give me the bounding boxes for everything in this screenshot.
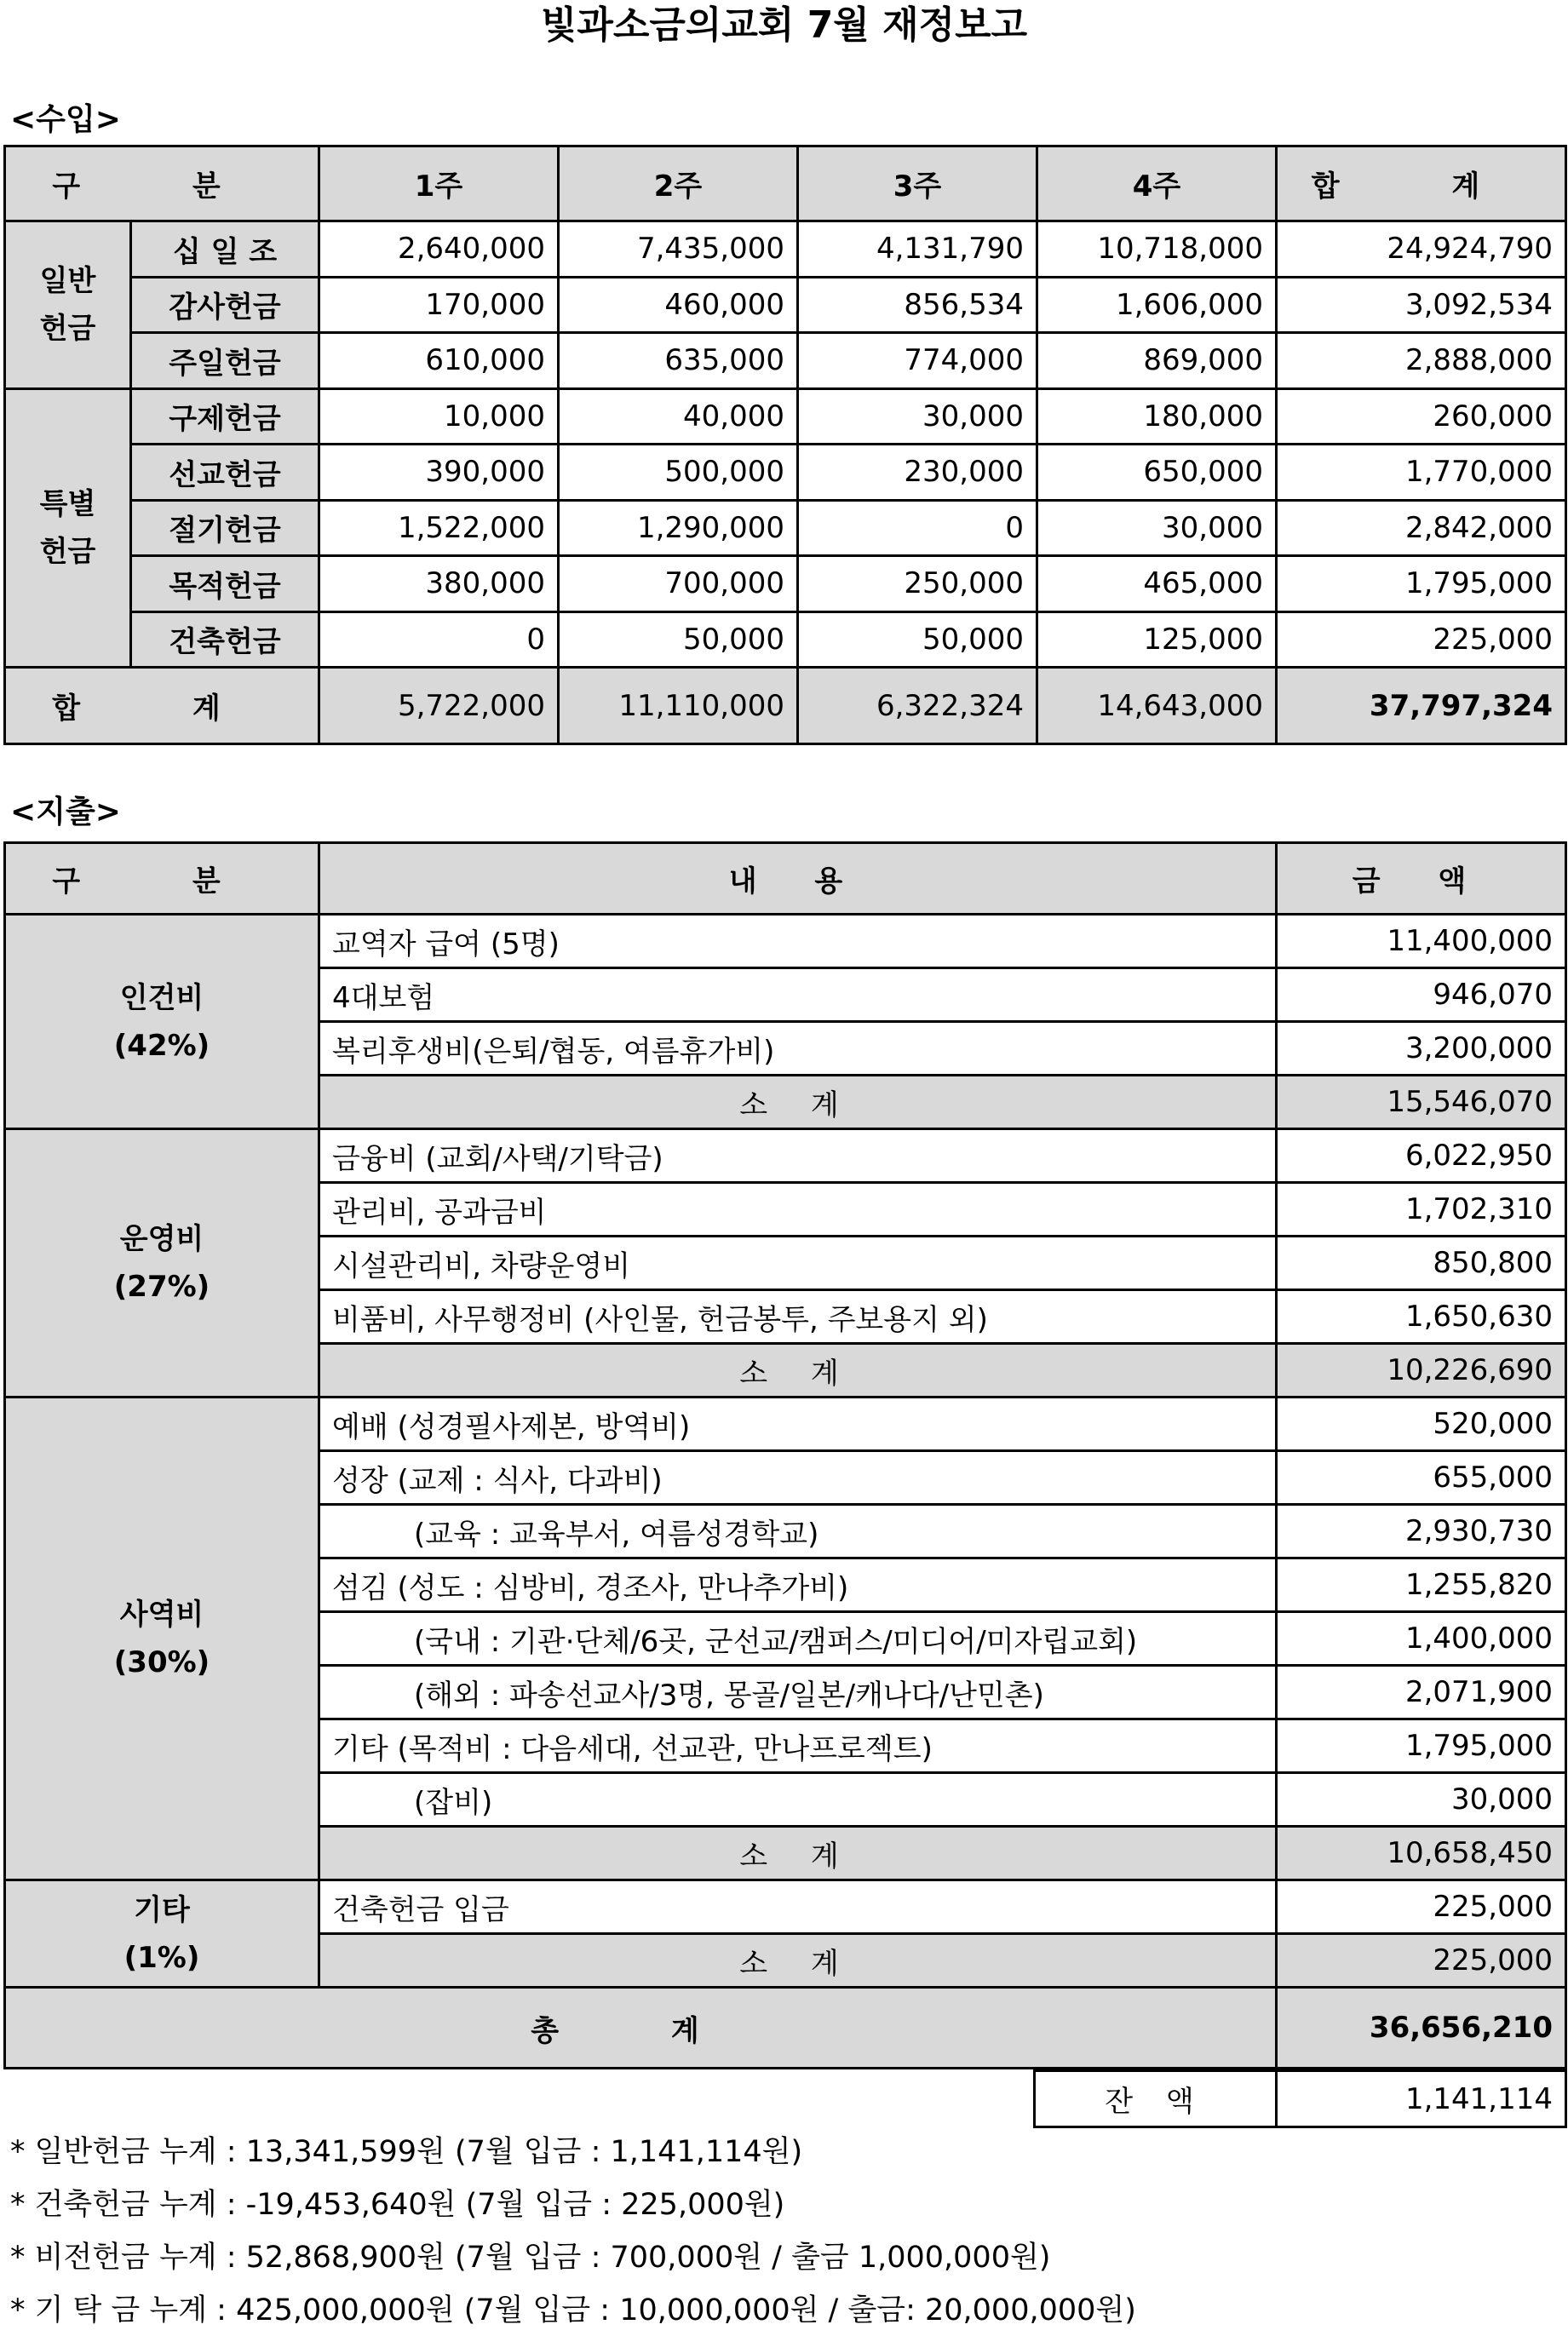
- income-header-week4: 4주: [1037, 146, 1277, 221]
- cell-value: 390,000: [319, 445, 559, 501]
- row-label: 절기헌금: [131, 500, 319, 556]
- expense-header-category: 구 분: [5, 843, 319, 915]
- cell-value: 869,000: [1037, 333, 1277, 389]
- cell-value: 170,000: [319, 277, 559, 333]
- cell-value: 774,000: [798, 333, 1037, 389]
- cell-value: 50,000: [798, 611, 1037, 668]
- table-row: [5, 500, 1566, 556]
- group-name: 사역비: [119, 1598, 204, 1632]
- table-row: [5, 1129, 1566, 1183]
- item-amount: 225,000: [1277, 1880, 1566, 1934]
- note-vision-offering: * 비전헌금 누계 : 52,868,900원 (7월 입금 : 700,000원 / 출금 1,000,000원): [10, 2241, 1051, 2275]
- income-group-general: 일반 헌금: [5, 221, 131, 389]
- income-header-total: 합 계: [1277, 146, 1566, 221]
- balance-table: [1033, 2069, 1567, 2128]
- item-amount: 1,795,000: [1277, 1719, 1566, 1773]
- income-header-week1: 1주: [319, 146, 559, 221]
- item-amount: 1,400,000: [1277, 1612, 1566, 1666]
- cell-value: 40,000: [559, 388, 798, 445]
- cell-value: 1,795,000: [1277, 556, 1566, 612]
- income-grand-total: 37,797,324: [1277, 668, 1566, 744]
- cell-value: 7,435,000: [559, 221, 798, 278]
- subtotal-amount: 15,546,070: [1277, 1076, 1566, 1129]
- row-label: 구제헌금: [131, 388, 319, 445]
- table-row: [5, 556, 1566, 612]
- cell-value: 260,000: [1277, 388, 1566, 445]
- cell-value: 10,718,000: [1037, 221, 1277, 278]
- income-header-week3: 3주: [798, 146, 1037, 221]
- expense-group-personnel: [5, 915, 319, 1129]
- note-general-offering: * 일반헌금 누계 : 13,341,599원 (7월 입금 : 1,141,114원): [10, 2135, 803, 2169]
- income-total-row: [5, 668, 1566, 744]
- cell-value: 1,606,000: [1037, 277, 1277, 333]
- item-amount: 1,255,820: [1277, 1558, 1566, 1612]
- group-percent: (42%): [113, 1028, 210, 1063]
- table-row: [5, 1880, 1566, 1934]
- item-amount: 11,400,000: [1277, 915, 1566, 968]
- item-amount: 1,650,630: [1277, 1290, 1566, 1344]
- subtotal-label: 소 계: [319, 1934, 1277, 1988]
- note-deposit: * 기 탁 금 누계 : 425,000,000원 (7월 입금 : 10,000,000원 / 출금: 20,000,000원): [10, 2293, 1136, 2327]
- item-desc: 건축헌금 입금: [319, 1880, 1277, 1934]
- cell-value: 610,000: [319, 333, 559, 389]
- cell-value: 380,000: [319, 556, 559, 612]
- expense-grand-total: 36,656,210: [1277, 1988, 1566, 2069]
- cell-value: 5,722,000: [319, 668, 559, 744]
- cell-value: 2,640,000: [319, 221, 559, 278]
- row-label: 건축헌금: [131, 611, 319, 668]
- expense-group-other: [5, 1880, 319, 1988]
- item-desc: 교역자 급여 (5명): [319, 915, 1277, 968]
- income-header-row: [5, 146, 1566, 221]
- cell-value: 50,000: [559, 611, 798, 668]
- page-title: 빛과소금의교회 7월 재정보고: [540, 3, 1028, 47]
- income-header-week2: 2주: [559, 146, 798, 221]
- cell-value: 1,770,000: [1277, 445, 1566, 501]
- row-label: 감사헌금: [131, 277, 319, 333]
- cell-value: 3,092,534: [1277, 277, 1566, 333]
- cell-value: 10,000: [319, 388, 559, 445]
- subtotal-label: 소 계: [319, 1827, 1277, 1880]
- table-row: [5, 1398, 1566, 1451]
- table-row: [5, 277, 1566, 333]
- item-desc: (잡비): [319, 1773, 1277, 1827]
- cell-value: 635,000: [559, 333, 798, 389]
- cell-value: 11,110,000: [559, 668, 798, 744]
- table-row: [5, 445, 1566, 501]
- income-table: [3, 145, 1567, 745]
- cell-value: 30,000: [798, 388, 1037, 445]
- income-group-special: 특별 헌금: [5, 388, 131, 668]
- item-desc: 비품비, 사무행정비 (사인물, 헌금봉투, 주보용지 외): [319, 1290, 1277, 1344]
- item-desc: 복리후생비(은퇴/협동, 여름휴가비): [319, 1022, 1277, 1076]
- item-amount: 520,000: [1277, 1398, 1566, 1451]
- group-name: 운영비: [119, 1222, 204, 1256]
- balance-row: [1035, 2071, 1566, 2127]
- table-row: [5, 388, 1566, 445]
- item-amount: 2,071,900: [1277, 1666, 1566, 1719]
- cell-value: 225,000: [1277, 611, 1566, 668]
- subtotal-amount: 225,000: [1277, 1934, 1566, 1988]
- cell-value: 2,888,000: [1277, 333, 1566, 389]
- expense-section-label: <지출>: [10, 795, 121, 829]
- cell-value: 2,842,000: [1277, 500, 1566, 556]
- item-desc: (교육 : 교육부서, 여름성경학교): [319, 1505, 1277, 1558]
- cell-value: 0: [798, 500, 1037, 556]
- group-percent: (30%): [113, 1645, 210, 1679]
- item-desc: 성장 (교제 : 식사, 다과비): [319, 1451, 1277, 1505]
- item-amount: 946,070: [1277, 968, 1566, 1022]
- cell-value: 24,924,790: [1277, 221, 1566, 278]
- table-row: [5, 611, 1566, 668]
- subtotal-label: 소 계: [319, 1076, 1277, 1129]
- expense-group-ministry: [5, 1398, 319, 1880]
- income-header-category: 구 분: [5, 146, 319, 221]
- row-label: 십 일 조: [131, 221, 319, 278]
- subtotal-label: 소 계: [319, 1344, 1277, 1398]
- expense-header-content: 내 용: [319, 843, 1277, 915]
- item-desc: 섬김 (성도 : 심방비, 경조사, 만나추가비): [319, 1558, 1277, 1612]
- item-amount: 6,022,950: [1277, 1129, 1566, 1183]
- item-desc: 관리비, 공과금비: [319, 1183, 1277, 1237]
- cell-value: 465,000: [1037, 556, 1277, 612]
- cell-value: 650,000: [1037, 445, 1277, 501]
- cell-value: 4,131,790: [798, 221, 1037, 278]
- row-label: 주일헌금: [131, 333, 319, 389]
- table-row: [5, 915, 1566, 968]
- subtotal-amount: 10,226,690: [1277, 1344, 1566, 1398]
- item-amount: 850,800: [1277, 1237, 1566, 1290]
- group-percent: (27%): [113, 1270, 210, 1304]
- item-amount: 1,702,310: [1277, 1183, 1566, 1237]
- cell-value: 250,000: [798, 556, 1037, 612]
- income-total-label: 합 계: [5, 668, 319, 744]
- item-desc: 4대보험: [319, 968, 1277, 1022]
- item-desc: (해외 : 파송선교사/3명, 몽골/일본/캐나다/난민촌): [319, 1666, 1277, 1719]
- expense-header-amount: 금 액: [1277, 843, 1566, 915]
- cell-value: 14,643,000: [1037, 668, 1277, 744]
- row-label: 목적헌금: [131, 556, 319, 612]
- expense-total-row: [5, 1988, 1566, 2069]
- expense-header-row: [5, 843, 1566, 915]
- group-name: 기타: [134, 1892, 190, 1927]
- item-desc: 기타 (목적비 : 다음세대, 선교관, 만나프로젝트): [319, 1719, 1277, 1773]
- income-section-label: <수입>: [10, 102, 121, 137]
- row-label: 선교헌금: [131, 445, 319, 501]
- expense-table: [3, 841, 1567, 2069]
- cell-value: 180,000: [1037, 388, 1277, 445]
- cell-value: 1,522,000: [319, 500, 559, 556]
- cell-value: 30,000: [1037, 500, 1277, 556]
- item-amount: 30,000: [1277, 1773, 1566, 1827]
- group-percent: (1%): [123, 1940, 200, 1975]
- item-desc: 시설관리비, 차량운영비: [319, 1237, 1277, 1290]
- cell-value: 460,000: [559, 277, 798, 333]
- table-row: [5, 221, 1566, 278]
- balance-label: 잔 액: [1035, 2071, 1277, 2127]
- note-building-offering: * 건축헌금 누계 : -19,453,640원 (7월 입금 : 225,000원): [10, 2188, 785, 2222]
- table-row: [5, 333, 1566, 389]
- expense-group-operations: [5, 1129, 319, 1398]
- cell-value: 856,534: [798, 277, 1037, 333]
- cell-value: 700,000: [559, 556, 798, 612]
- group-name: 인건비: [119, 980, 204, 1015]
- cell-value: 0: [319, 611, 559, 668]
- cell-value: 6,322,324: [798, 668, 1037, 744]
- item-amount: 2,930,730: [1277, 1505, 1566, 1558]
- item-desc: (국내 : 기관·단체/6곳, 군선교/캠퍼스/미디어/미자립교회): [319, 1612, 1277, 1666]
- item-amount: 3,200,000: [1277, 1022, 1566, 1076]
- balance-amount: 1,141,114: [1277, 2071, 1566, 2127]
- cell-value: 230,000: [798, 445, 1037, 501]
- item-desc: 예배 (성경필사제본, 방역비): [319, 1398, 1277, 1451]
- subtotal-amount: 10,658,450: [1277, 1827, 1566, 1880]
- item-desc: 금융비 (교회/사택/기탁금): [319, 1129, 1277, 1183]
- item-amount: 655,000: [1277, 1451, 1566, 1505]
- cell-value: 1,290,000: [559, 500, 798, 556]
- cell-value: 125,000: [1037, 611, 1277, 668]
- cell-value: 500,000: [559, 445, 798, 501]
- expense-total-label: 총 계: [5, 1988, 1277, 2069]
